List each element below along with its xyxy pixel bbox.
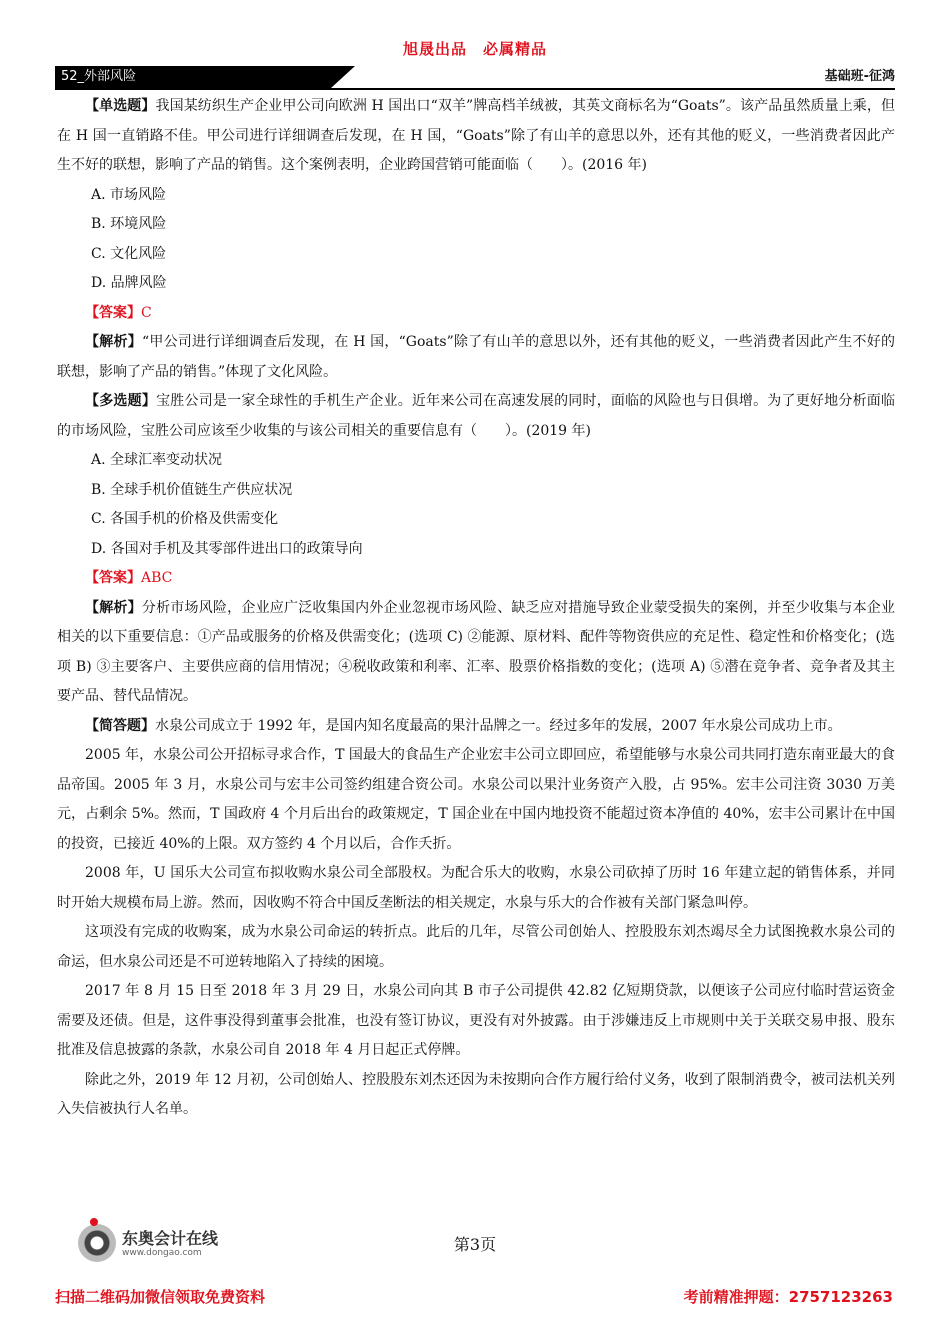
- question-type-tag: 【多选题】: [85, 393, 157, 409]
- option-c: C. 文化风险: [91, 245, 167, 262]
- document-body: [57, 92, 895, 1125]
- course-name: 基础班-征鸿: [824, 69, 895, 84]
- question-paragraph: 这项没有完成的收购案，成为水泉公司命运的转折点。此后的几年，尽管公司创始人、控股股东刘杰竭尽全力试图挽救水泉公司的命运，但水泉公司还是不可逆转地陷入了持续的困境。: [57, 924, 895, 970]
- logo-url: www.dongao.com: [122, 1248, 202, 1258]
- question-3: [57, 712, 895, 742]
- footer-promo-left: 扫描二维码加微信领取免费资料: [55, 1288, 266, 1306]
- page-header: [55, 66, 895, 90]
- option-d: D. 品牌风险: [91, 275, 167, 291]
- answer-value: ABC: [141, 570, 173, 586]
- page-number: 第3页: [453, 1235, 497, 1254]
- question-text: 宝胜公司是一家全球性的手机生产企业。近年来公司在高速发展的同时，面临的风险也与日俱增。为了更好地分析面临的市场风险，宝胜公司应该至少收集的与该公司相关的重要信息有（ ）。(2019 年): [57, 393, 896, 439]
- option-a: A. 全球汇率变动状况: [91, 452, 223, 468]
- analysis-tag: 【解析】: [85, 599, 142, 616]
- question-paragraph: 除此之外，2019 年 12 月初，公司创始人、控股股东刘杰还因为未按期向合作方履行给付义务，收到了限制消费令，被司法机关列入失信被执行人名单。: [57, 1071, 895, 1117]
- answer-tag: 【答案】: [85, 304, 141, 321]
- question-paragraph: 2017 年 8 月 15 日至 2018 年 3 月 29 日，水泉公司向其 B 市子公司提供 42.82 亿短期贷款，以便该子公司应付临时营运资金需要及还债。但是，这件事没得到董事会批准，也没有签订协议，更没有对外披露。由于涉嫌违反上市规则中关于关联交易申报、股东批准及信息披露的条款，水泉公司自 2018 年 4 月日起正式停牌。: [57, 983, 895, 1058]
- question-text: 我国某纺织生产企业甲公司向欧洲 H 国出口“双羊”牌高档羊绒被，其英文商标名为“Goats”。该产品虽然质量上乘，但在 H 国一直销路不佳。甲公司进行详细调查后发现，在 H 国，“Goats”除了有山羊的意思以外，还有其他的贬义，一些消费者因此产生不好的联想，影响了产品的销售。这个案例表明，企业跨国营销可能面临（ ）。(2016 年): [57, 98, 895, 173]
- question-paragraph: 水泉公司成立于 1992 年，是国内知名度最高的果汁品牌之一。经过多年的发展，2007 年水泉公司成功上市。: [155, 717, 842, 734]
- footer-promo-right: 考前精准押题：2757123263: [683, 1288, 893, 1306]
- analysis-text: 分析市场风险，企业应广泛收集国内外企业忽视市场风险、缺乏应对措施导致企业蒙受损失的案例，并至少收集与本企业相关的以下重要信息：①产品或服务的价格及供需变化；(选项 C) ②能源、原材料、配件等物资供应的充足性、稳定性和价格变化；(选项 B) ③主要客户、主要供应商的信用情况；④税收政策和利率、汇率、股票价格指数的变化；(选项 A) ⑤潜在竞争者、竞争者及其主要产品、替代品情况。: [57, 599, 895, 704]
- answer-2: [57, 564, 895, 594]
- question-type-tag: 【简答题】: [85, 717, 155, 734]
- question-type-tag: 【单选题】: [85, 98, 156, 114]
- question-2: [57, 387, 895, 446]
- analysis-text: “甲公司进行详细调查后发现，在 H 国，“Goats”除了有山羊的意思以外，还有其他的贬义，一些消费者因此产生不好的联想，影响了产品的销售。”体现了文化风险。: [57, 334, 895, 380]
- question-1: [57, 92, 895, 181]
- answer-1: [57, 299, 895, 329]
- analysis-tag: 【解析】: [85, 334, 142, 350]
- top-banner: 旭晟出品 必属精品: [402, 40, 547, 58]
- header-tab-corner: [331, 66, 355, 88]
- answer-tag: 【答案】: [85, 570, 141, 586]
- option-b: B. 环境风险: [91, 216, 167, 232]
- logo-dot-icon: [90, 1218, 98, 1226]
- question-paragraph: 2005 年，水泉公司公开招标寻求合作，T 国最大的食品生产企业宏丰公司立即回应，希望能够与水泉公司共同打造东南亚最大的食品帝国。2005 年 3 月，水泉公司与宏丰公司签约组建合资公司。水泉公司以果汁业务资产入股，占 95%。宏丰公司注资 3030 万美元，占剩余 5%。然而，T 国政府 4 个月后出台的政策规定，T 国企业在中国内地投资不能超过资本净值的 40%，宏丰公司累计在中国的投资，已接近 40%的上限。双方签约 4 个月以后，合作夭折。: [57, 747, 895, 852]
- analysis-2: [57, 594, 895, 712]
- option-b: B. 全球手机价值链生产供应状况: [91, 481, 293, 498]
- option-a: A. 市场风险: [91, 186, 167, 203]
- logo-name: 东奥会计在线: [122, 1229, 219, 1248]
- section-title: 52_外部风险: [55, 66, 331, 88]
- option-d: D. 各国对手机及其零部件进出口的政策导向: [91, 540, 363, 557]
- option-c: C. 各国手机的价格及供需变化: [91, 511, 279, 527]
- answer-value: C: [141, 304, 152, 321]
- analysis-1: [57, 328, 895, 387]
- question-paragraph: 2008 年，U 国乐大公司宣布拟收购水泉公司全部股权。为配合乐大的收购，水泉公司砍掉了历时 16 年建立起的销售体系，并同时开始大规模布局上游。然而，因收购不符合中国反垄断法的相关规定，水泉与乐大的合作被有关部门紧急叫停。: [57, 865, 895, 911]
